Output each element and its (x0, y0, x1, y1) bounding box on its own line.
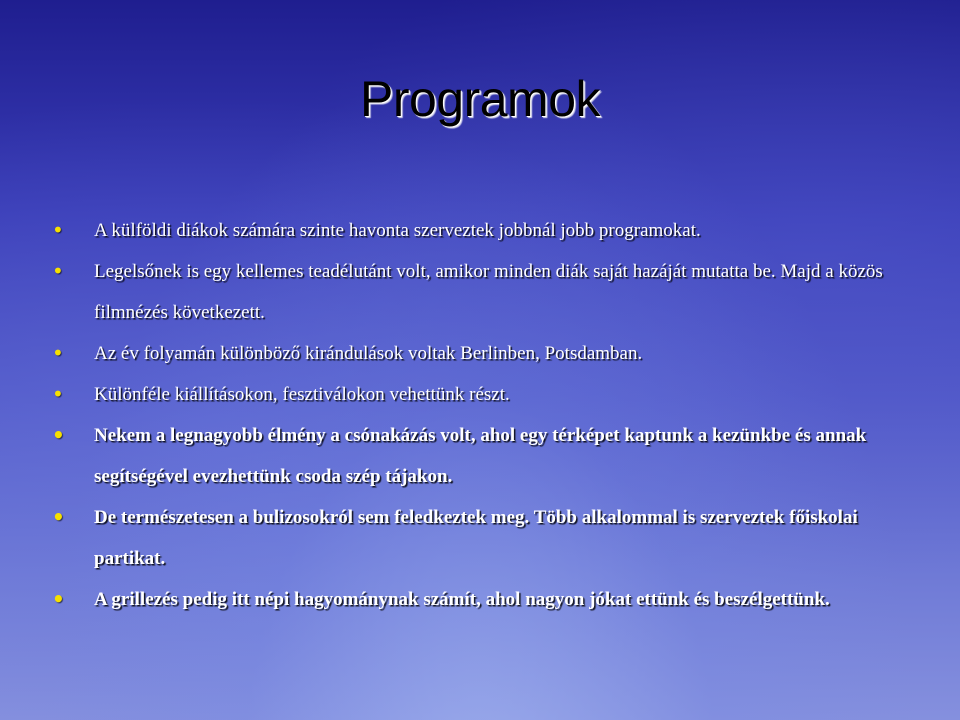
bullet-item (52, 579, 902, 620)
bullet-icon: • (52, 218, 64, 242)
bullet-item (52, 210, 902, 251)
bullet-list (52, 210, 902, 620)
bullet-item (52, 415, 902, 497)
bullet-icon: • (52, 423, 65, 447)
bullet-item (52, 251, 902, 333)
slide-title: Programok (359, 71, 601, 127)
bullet-text: Nekem a legnagyobb élmény a csónakázás volt, ahol egy térképet kaptunk a kezünkbe és annak segítségével evezhettünk csoda szép tájakon. (94, 425, 867, 487)
bullet-icon: • (52, 587, 65, 611)
bullet-icon: • (52, 341, 64, 365)
bullet-item (52, 497, 902, 579)
bullet-icon: • (52, 505, 65, 529)
bullet-item (52, 333, 902, 374)
bullet-text: Legelsőnek is egy kellemes teadélutánt volt, amikor minden diák saját hazáját mutatta be. Majd a közös filmnézés következett. (94, 261, 883, 323)
bullet-text: Különféle kiállításokon, fesztiválokon vehettünk részt. (94, 384, 510, 405)
bullet-text: Az év folyamán különböző kirándulások voltak Berlinben, Potsdamban. (94, 343, 643, 364)
bullet-text: De természetesen a bulizosokról sem feledkeztek meg. Több alkalommal is szerveztek főiskolai partikat. (94, 507, 858, 569)
bullet-text: A külföldi diákok számára szinte havonta szerveztek jobbnál jobb programokat. (94, 220, 701, 241)
bullet-item (52, 374, 902, 415)
bullet-text: A grillezés pedig itt népi hagyománynak számít, ahol nagyon jókat ettünk és beszélgettünk. (94, 589, 830, 610)
bullet-icon: • (52, 259, 64, 283)
bullet-icon: • (52, 382, 64, 406)
